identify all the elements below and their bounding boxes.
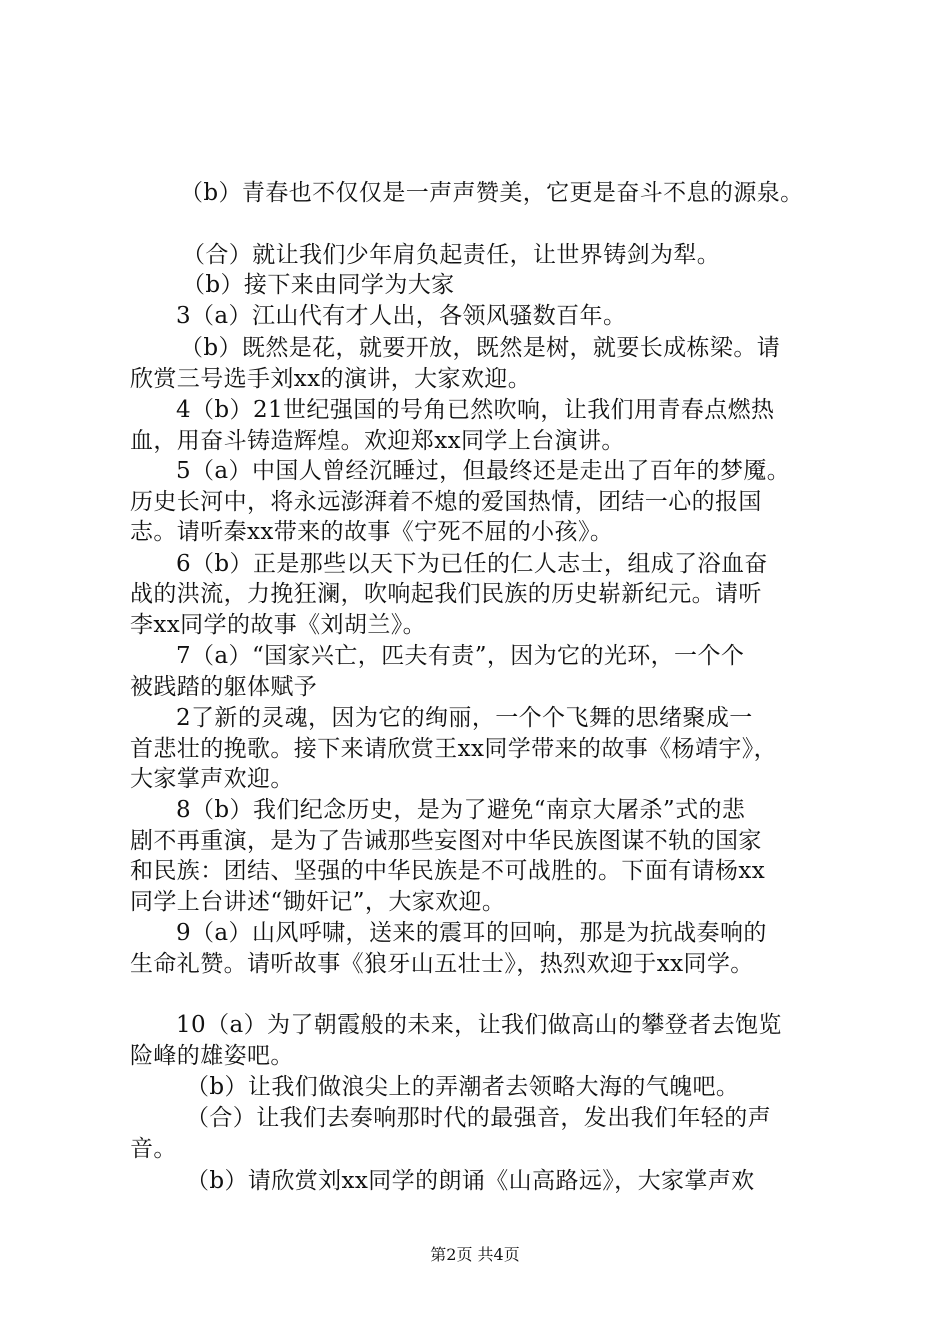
- text-line: 2了新的灵魂，因为它的绚丽，一个个飞舞的思绪聚成一: [176, 705, 753, 731]
- text-line: 险峰的雄姿吧。: [130, 1043, 294, 1069]
- text-line: （b）既然是花，就要开放，既然是树，就要长成栋梁。请: [180, 335, 781, 361]
- text-line: （b）接下来由同学为大家: [182, 272, 455, 298]
- text-line: 志。请听秦xx带来的故事《宁死不屈的小孩》。: [130, 519, 614, 545]
- page-number-footer: 第2页 共4页: [430, 1245, 520, 1264]
- text-line: 同学上台讲述“锄奸记”，大家欢迎。: [130, 889, 506, 915]
- text-line: （b）请欣赏刘xx同学的朗诵《山高路远》，大家掌声欢: [186, 1168, 755, 1194]
- text-line: 3（a）江山代有才人出，各领风骚数百年。: [176, 303, 627, 329]
- text-line: 被践踏的躯体赋予: [130, 674, 318, 700]
- text-line: 4（b）21世纪强国的号角已然吹响，让我们用青春点燃热: [176, 397, 775, 423]
- text-line: （b）青春也不仅仅是一声声赞美，它更是奋斗不息的源泉。: [180, 180, 804, 206]
- text-line: （合）让我们去奏响那时代的最强音，发出我们年轻的声: [186, 1105, 771, 1131]
- text-line: （b）让我们做浪尖上的弄潮者去领略大海的气魄吧。: [186, 1074, 740, 1100]
- text-line: 5（a）中国人曾经沉睡过，但最终还是走出了百年的梦魇。: [176, 458, 791, 484]
- text-line: 首悲壮的挽歌。接下来请欣赏王xx同学带来的故事《杨靖宇》，: [130, 736, 778, 762]
- text-line: 7（a）“国家兴亡，匹夫有责”，因为它的光环，一个个: [176, 643, 745, 669]
- text-line: 和民族：团结、坚强的中华民族是不可战胜的。下面有请杨xx: [130, 858, 766, 884]
- text-line: 10（a）为了朝霞般的未来，让我们做高山的攀登者去饱览: [176, 1012, 782, 1038]
- text-line: 剧不再重演，是为了告诫那些妄图对中华民族图谋不轨的国家: [130, 828, 762, 854]
- text-line: 欣赏三号选手刘xx的演讲，大家欢迎。: [130, 366, 532, 392]
- text-line: 6（b）正是那些以天下为已任的仁人志士，组成了浴血奋: [176, 551, 768, 577]
- text-line: （合）就让我们少年肩负起责任，让世界铸剑为犁。: [182, 242, 721, 268]
- text-line: 血，用奋斗铸造辉煌。欢迎郑xx同学上台演讲。: [130, 428, 625, 454]
- text-line: 9（a）山风呼啸，送来的震耳的回响，那是为抗战奏响的: [176, 920, 767, 946]
- text-line: 大家掌声欢迎。: [130, 766, 294, 792]
- text-line: 音。: [130, 1136, 177, 1162]
- text-line: 战的洪流，力挽狂澜，吹响起我们民族的历史崭新纪元。请听: [130, 581, 762, 607]
- text-line: 历史长河中，将永远澎湃着不熄的爱国热情，团结一心的报国: [130, 489, 762, 515]
- text-line: 李xx同学的故事《刘胡兰》。: [130, 612, 427, 638]
- text-line: 生命礼赞。请听故事《狼牙山五壮士》，热烈欢迎于xx同学。: [130, 951, 754, 977]
- text-line: 8（b）我们纪念历史，是为了避免“南京大屠杀”式的悲: [176, 797, 746, 823]
